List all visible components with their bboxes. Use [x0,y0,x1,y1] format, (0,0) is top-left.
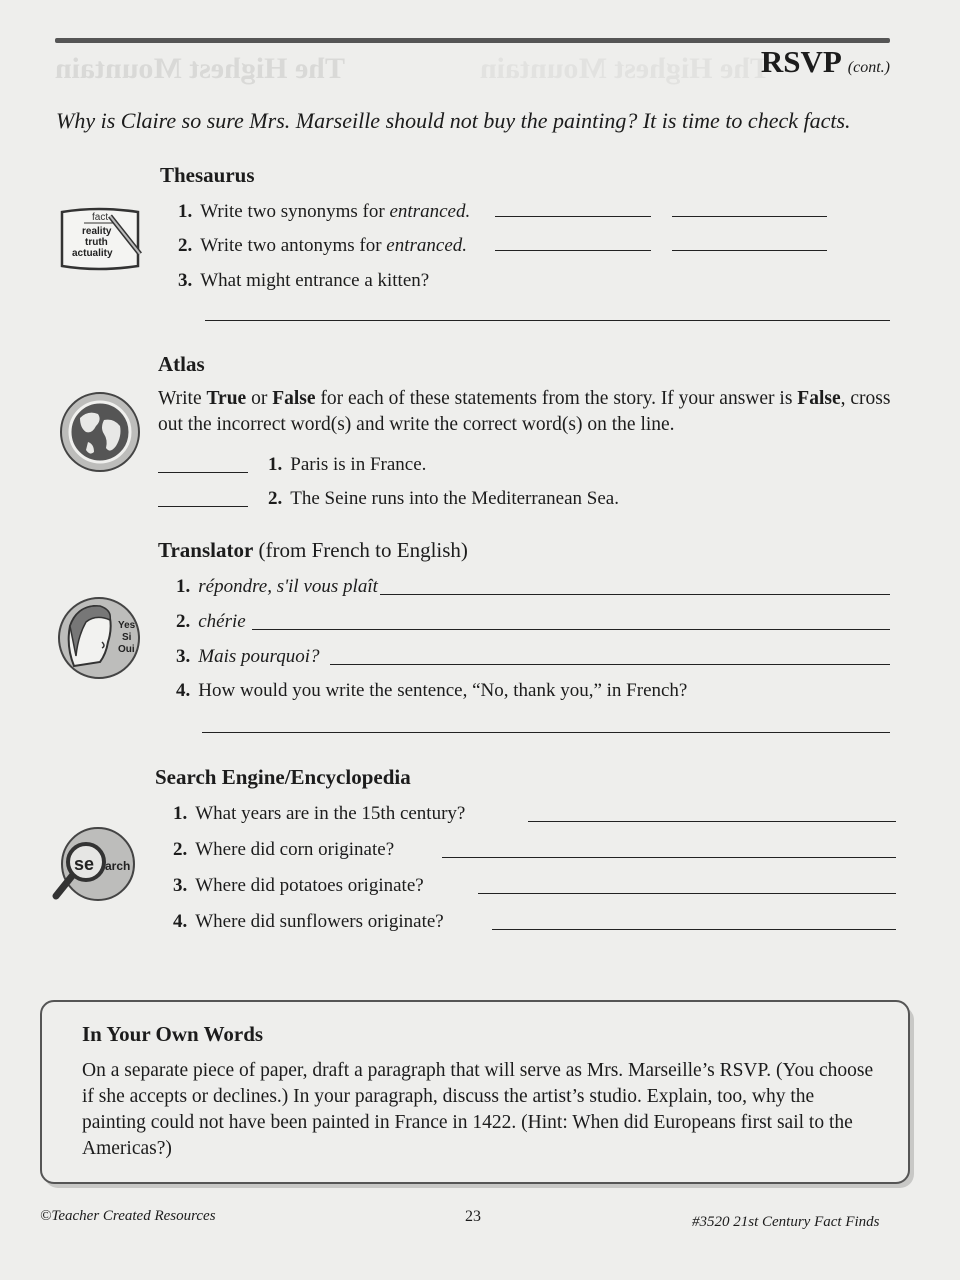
thesaurus-q1 [178,201,470,223]
icon-word-si: Si [122,632,132,643]
q-num: 2. [176,611,191,632]
search-q3 [173,875,424,897]
q-text: What years are in the 15th century? [195,803,466,824]
translator-q3 [176,646,319,668]
q-text: How would you write the sentence, “No, thank you,” in French? [198,680,688,701]
q-num: 1. [176,576,191,597]
q-em: entranced. [389,201,471,222]
icon-text-arch: arch [105,859,131,873]
translator-title: Translator [158,538,254,562]
thesaurus-title: Thesaurus [160,163,255,187]
answer-line[interactable] [528,821,896,822]
instr-part: for each of these statements from the story. If your answer is [315,388,798,409]
answer-line[interactable] [252,629,890,630]
q-num: 1. [268,454,283,475]
answer-line[interactable] [672,216,827,217]
ghost-title-right: The Highest Mountain [480,52,771,85]
icon-word-actuality: actuality [72,248,113,259]
own-words-body: On a separate piece of paper, draft a paragraph that will serve as Mrs. Marseille’s RSVP. (You choose if she accepts or declines.) In your paragraph, discuss the artist’s studio. Explain, too, why the painting could not have been painted in France in 1422. (Hint: When did Europeans first sail to the Americas?) [82,1060,874,1159]
answer-line[interactable] [380,594,890,595]
q-num: 4. [176,680,191,701]
ghost-title-left: The Highest Mountain [55,52,346,85]
q-num: 1. [173,803,188,824]
search-q2 [173,839,394,861]
answer-line[interactable] [205,320,890,321]
q-text: chérie [198,611,246,632]
q-num: 3. [176,646,191,667]
atlas-q2 [268,488,619,510]
q-num: 1. [178,201,193,222]
instr-true: True [206,388,247,409]
true-false-line[interactable] [158,472,248,473]
q-text: Write two antonyms for [200,235,387,256]
q-num: 3. [178,270,193,291]
answer-line[interactable] [478,893,896,894]
answer-line[interactable] [330,664,890,665]
answer-line[interactable] [442,857,896,858]
footer-publisher: ©Teacher Created Resources [40,1208,216,1224]
instr-false: False [272,388,316,409]
search-magnifier-icon [50,826,140,906]
intro-text: Why is Claire so sure Mrs. Marseille should not buy the painting? It is time to check facts. [56,108,851,133]
title-text: RSVP [760,44,842,79]
icon-word-fact: fact [92,212,109,223]
icon-word-truth: truth [85,237,108,248]
icon-word-oui: Oui [118,644,135,655]
page-title [761,44,890,80]
instr-part: or [246,388,273,409]
q-text: Write two synonyms for [200,201,390,222]
title-cont: (cont.) [847,59,890,76]
translator-q1 [176,576,378,598]
q-text: Where did sunflowers originate? [195,911,444,932]
icon-text-se: se [74,854,95,874]
thesaurus-q2 [178,235,467,257]
q-text: What might entrance a kitten? [200,270,430,291]
instr-part: , cross out the incorrect word(s) and write the correct word(s) on the line. [158,388,891,435]
atlas-title: Atlas [158,352,205,376]
answer-line[interactable] [202,732,890,733]
globe-icon [58,390,142,474]
thesaurus-q3 [178,270,429,292]
q-num: 2. [173,839,188,860]
icon-word-yes: Yes [118,620,136,631]
search-title: Search Engine/Encyclopedia [155,765,411,789]
instr-part: Write [158,388,207,409]
thesaurus-icon [58,204,144,274]
translator-person-icon [56,596,142,680]
atlas-q1 [268,454,426,476]
search-q1 [173,803,465,825]
translator-heading [158,538,468,563]
q-text: Where did corn originate? [195,839,395,860]
true-false-line[interactable] [158,506,248,507]
footer-page-number: 23 [465,1208,481,1225]
q-text: The Seine runs into the Mediterranean Sea. [290,488,619,509]
atlas-instructions [158,386,893,438]
answer-line[interactable] [495,216,651,217]
q-num: 2. [268,488,283,509]
q-text: Mais pourquoi? [198,646,320,667]
footer-book-id: #3520 21st Century Fact Finds [692,1214,880,1230]
answer-line[interactable] [672,250,827,251]
answer-line[interactable] [495,250,651,251]
q-text: répondre, s'il vous plaît [198,576,378,597]
q-text: Where did potatoes originate? [195,875,424,896]
q-num: 3. [173,875,188,896]
search-q4 [173,911,444,933]
q-em: entranced. [386,235,468,256]
translator-subtitle: (from French to English) [258,538,468,562]
translator-q2 [176,611,246,633]
icon-word-reality: reality [82,226,112,237]
q-text: Paris is in France. [290,454,427,475]
translator-q4 [176,680,687,702]
answer-line[interactable] [492,929,896,930]
q-num: 2. [178,235,193,256]
top-rule [55,38,890,43]
own-words-title: In Your Own Words [82,1022,264,1046]
q-num: 4. [173,911,188,932]
instr-false: False [797,388,841,409]
